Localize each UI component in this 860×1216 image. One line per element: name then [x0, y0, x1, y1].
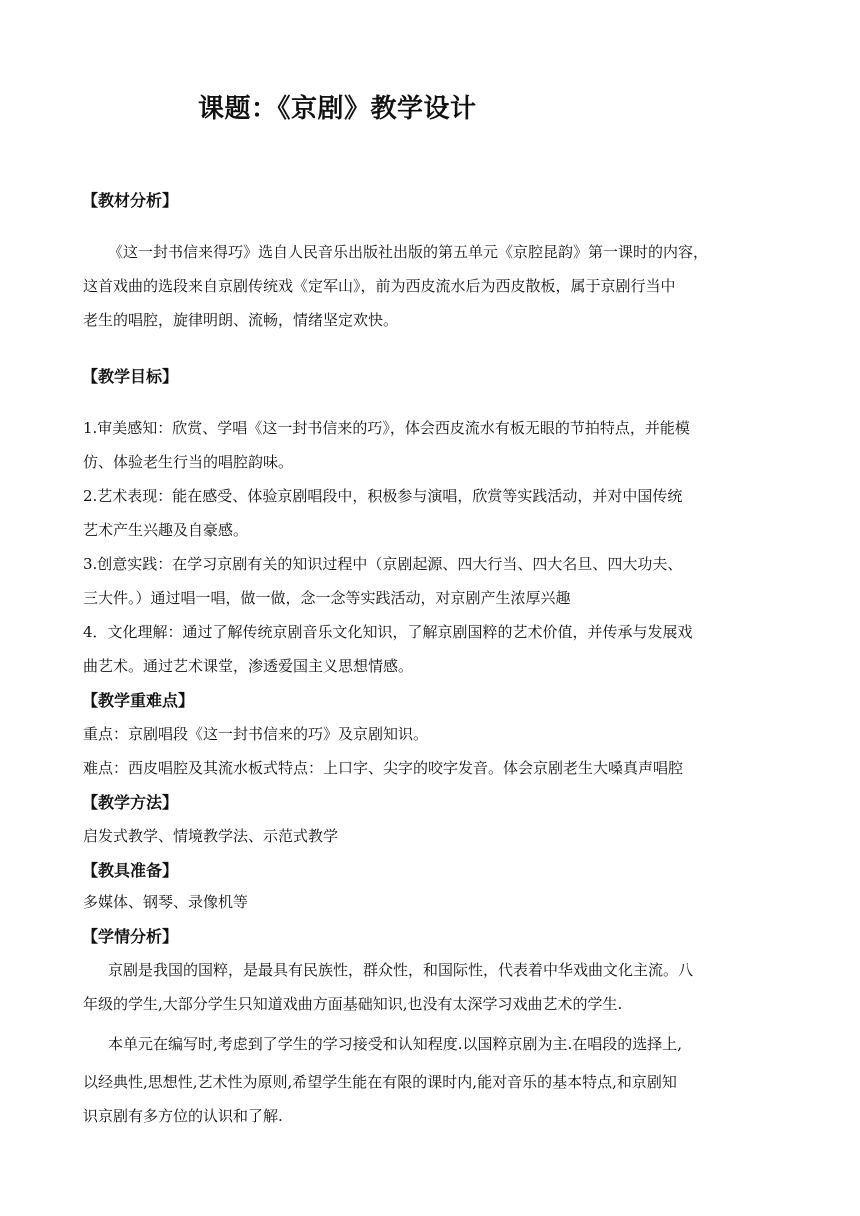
section-heading-student-analysis: 【学情分析】	[82, 927, 179, 946]
section-heading-teaching-aids: 【教具准备】	[82, 861, 179, 880]
teaching-goal-line: 3.创意实践：在学习京剧有关的知识过程中（京剧起源、四大行当、四大名旦、四大功夫、	[83, 555, 683, 573]
student-analysis-line: 识京剧有多方位的认识和了解.	[83, 1107, 283, 1125]
teaching-goal-line: 2.艺术表现：能在感受、体验京剧唱段中，积极参与演唱，欣赏等实践活动，并对中国传统	[83, 487, 683, 505]
student-analysis-line: 京剧是我国的国粹，是最具有民族性，群众性，和国际性，代表着中华戏曲文化主流。八	[108, 961, 694, 979]
section-heading-key-difficult-points: 【教学重难点】	[82, 691, 195, 710]
material-analysis-line: 《这一封书信来得巧》选自人民音乐出版社出版的第五单元《京腔昆韵》第一课时的内容，	[108, 243, 709, 261]
material-analysis-line: 老生的唱腔，旋律明朗、流畅，情绪坚定欢快。	[83, 311, 399, 329]
key-point-line: 重点：京剧唱段《这一封书信来的巧》及京剧知识。	[83, 725, 429, 743]
teaching-goal-line: 曲艺术。通过艺术课堂，渗透爱国主义思想情感。	[83, 657, 414, 675]
student-analysis-line: 本单元在编写时,考虑到了学生的学习接受和认知程度.以国粹京剧为主.在唱段的选择上,	[108, 1035, 683, 1053]
teaching-goal-line: 1.审美感知：欣赏、学唱《这一封书信来的巧》，体会西皮流水有板无眼的节拍特点，并能模	[83, 419, 690, 437]
section-heading-material-analysis: 【教材分析】	[82, 191, 179, 210]
student-analysis-line: 以经典性,思想性,艺术性为原则,希望学生能在有限的课时内,能对音乐的基本特点,和京剧知	[83, 1073, 677, 1091]
teaching-methods-line: 启发式教学、情境教学法、示范式教学	[83, 827, 339, 845]
material-analysis-line: 这首戏曲的选段来自京剧传统戏《定军山》，前为西皮流水后为西皮散板，属于京剧行当中	[83, 277, 676, 295]
teaching-aids-line: 多媒体、钢琴、录像机等	[83, 893, 249, 911]
teaching-goal-line: 艺术产生兴趣及自豪感。	[83, 521, 249, 539]
teaching-goal-line: 4．文化理解：通过了解传统京剧音乐文化知识，了解京剧国粹的艺术价值，并传承与发展戏	[83, 623, 693, 641]
teaching-goal-line: 仿、体验老生行当的唱腔韵味。	[83, 453, 294, 471]
student-analysis-line: 年级的学生,大部分学生只知道戏曲方面基础知识,也没有太深学习戏曲艺术的学生.	[83, 995, 623, 1013]
section-heading-teaching-goals: 【教学目标】	[82, 367, 179, 386]
difficult-point-line: 难点：西皮唱腔及其流水板式特点：上口字、尖字的咬字发音。体会京剧老生大嗓真声唱腔	[83, 759, 684, 777]
teaching-goal-line: 三大件。）通过唱一唱，做一做，念一念等实践活动，对京剧产生浓厚兴趣	[83, 589, 571, 607]
section-heading-teaching-methods: 【教学方法】	[82, 793, 179, 812]
document-title: 课题：《京剧》教学设计	[198, 94, 477, 124]
